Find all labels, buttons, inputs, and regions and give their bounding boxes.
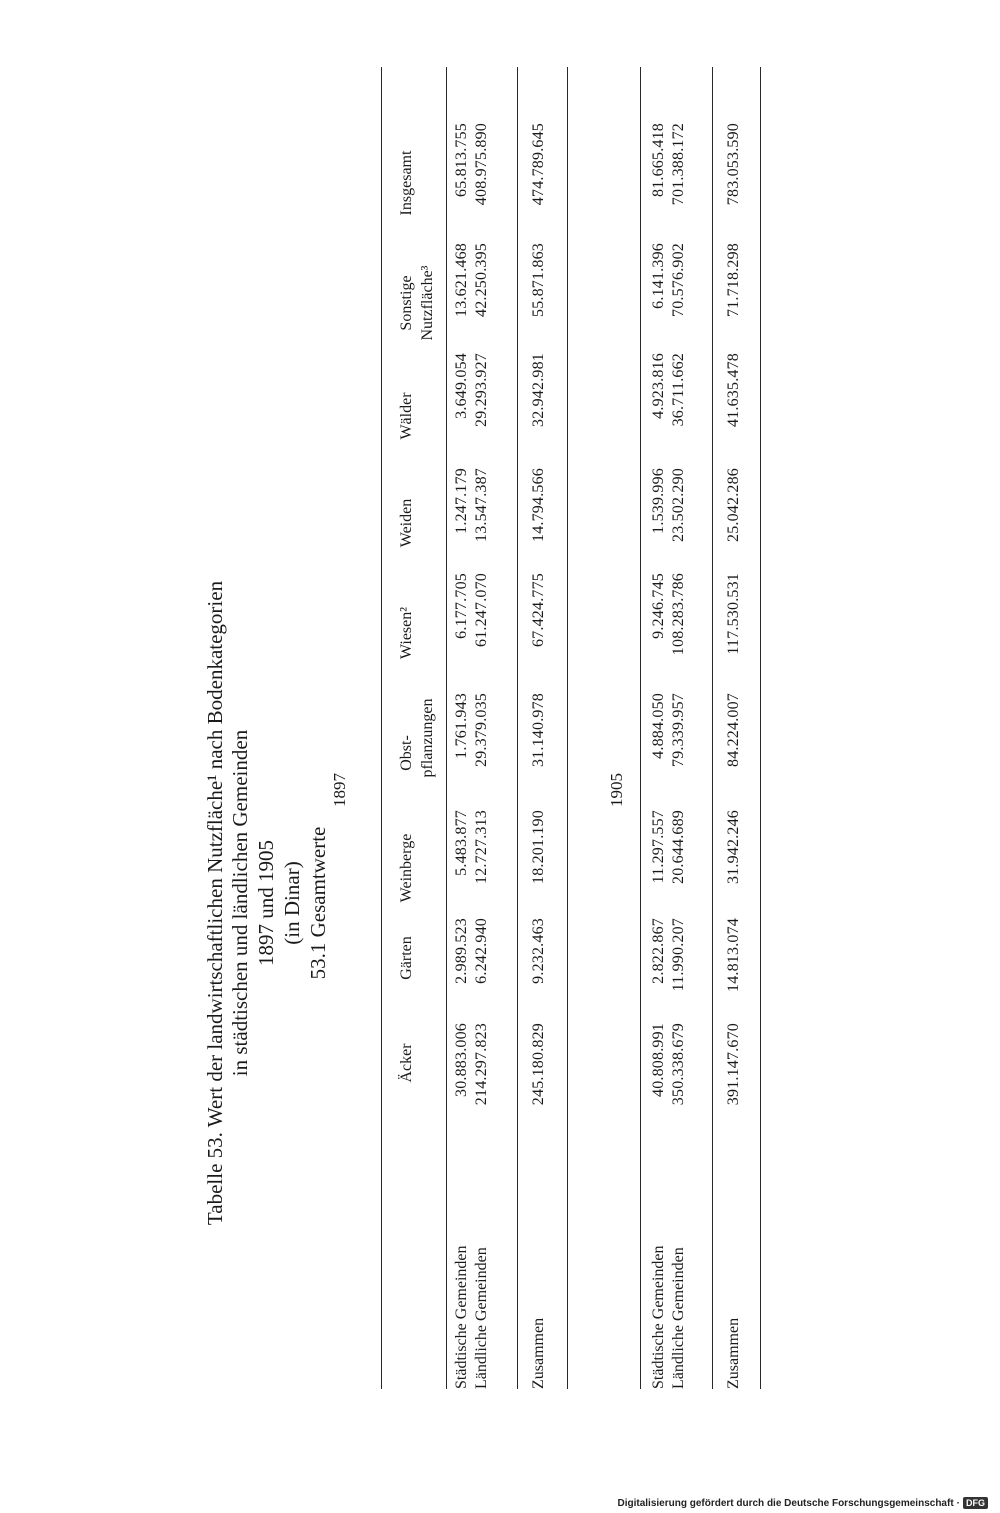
cell: 11.297.557 [650, 810, 667, 884]
total-cell: 783.053.590 [725, 123, 742, 206]
cell: 2.989.523 [453, 918, 470, 984]
cell: 214.297.823 [473, 1023, 490, 1106]
table-bottom-rule [760, 67, 761, 1389]
footer-separator: · [956, 1497, 960, 1509]
cell: 13.547.387 [473, 468, 490, 542]
col-header-waelder: Wälder [398, 392, 415, 440]
section-year-1897: 1897 [330, 773, 349, 807]
header-rule [446, 67, 447, 1389]
col-header-wiesen: Wiesen² [398, 606, 415, 660]
total-cell: 31.942.246 [725, 810, 742, 884]
cell: 20.644.689 [670, 810, 687, 884]
cell: 40.808.991 [650, 1023, 667, 1097]
cell: 1.539.996 [650, 468, 667, 534]
cell: 2.822.867 [650, 918, 667, 984]
col-header-sonstige-line1: Sonstige [398, 275, 415, 331]
cell: 9.246.745 [650, 573, 667, 639]
cell: 108.283.786 [670, 573, 687, 656]
subtotal-rule [712, 67, 713, 1389]
cell: 65.813.755 [453, 123, 470, 197]
cell: 61.247.070 [473, 573, 490, 647]
cell: 12.727.313 [473, 810, 490, 884]
col-header-sonstige-line2: Nutzfläche³ [419, 265, 436, 341]
table-top-rule [381, 67, 382, 1389]
cell: 23.502.290 [670, 468, 687, 542]
total-cell: 474.789.645 [530, 123, 547, 206]
cell: 5.483.877 [453, 810, 470, 876]
table-years: 1897 und 1905 [254, 840, 278, 966]
cell: 29.293.927 [473, 353, 490, 427]
total-cell: 14.794.566 [530, 468, 547, 542]
cell: 11.990.207 [670, 918, 687, 992]
col-header-weinberge: Weinberge [398, 833, 415, 903]
row-label-staedtische: Städtische Gemeinden [650, 1245, 667, 1389]
cell: 350.338.679 [670, 1023, 687, 1106]
cell: 30.883.006 [453, 1023, 470, 1097]
row-label-zusammen: Zusammen [725, 1317, 742, 1389]
total-cell: 245.180.829 [530, 1023, 547, 1106]
digitization-footer [617, 1497, 988, 1509]
cell: 1.247.179 [453, 468, 470, 534]
table-unit: (in Dinar) [280, 861, 304, 945]
total-cell: 391.147.670 [725, 1023, 742, 1106]
cell: 6.242.940 [473, 918, 490, 984]
section-year-1905: 1905 [607, 773, 626, 807]
total-cell: 14.813.074 [725, 918, 742, 992]
cell: 42.250.395 [473, 243, 490, 317]
row-label-laendliche: Ländliche Gemeinden [473, 1247, 490, 1389]
col-header-insgesamt: Insgesamt [398, 150, 415, 216]
cell: 13.621.468 [453, 243, 470, 317]
cell: 6.177.705 [453, 573, 470, 639]
col-header-gaerten: Gärten [398, 936, 415, 980]
total-cell: 25.042.286 [725, 468, 742, 542]
total-cell: 117.530.531 [725, 573, 742, 655]
cell: 36.711.662 [670, 353, 687, 427]
total-cell: 71.718.298 [725, 243, 742, 317]
row-label-laendliche: Ländliche Gemeinden [670, 1247, 687, 1389]
cell: 3.649.054 [453, 353, 470, 419]
row-label-zusammen: Zusammen [530, 1317, 547, 1389]
total-cell: 67.424.775 [530, 573, 547, 647]
subtotal-rule [517, 67, 518, 1389]
total-cell: 18.201.190 [530, 810, 547, 884]
col-header-weiden: Weiden [398, 498, 415, 548]
cell: 29.379.035 [473, 693, 490, 767]
section-end-rule [567, 67, 568, 1389]
cell: 79.339.957 [670, 693, 687, 767]
cell: 4.884.050 [650, 693, 667, 759]
total-cell: 55.871.863 [530, 243, 547, 317]
total-cell: 32.942.981 [530, 353, 547, 427]
total-cell: 84.224.007 [725, 693, 742, 767]
table-title: Tabelle 53. Wert der landwirtschaftlichen Nutzfläche¹ nach Bodenkategorien [203, 580, 227, 1226]
col-header-aecker: Äcker [398, 1043, 415, 1083]
total-cell: 31.140.978 [530, 693, 547, 767]
cell: 81.665.418 [650, 123, 667, 197]
total-cell: 41.635.478 [725, 353, 742, 427]
section-start-rule [640, 67, 641, 1389]
dfg-logo: DFG [963, 1497, 988, 1509]
row-label-staedtische: Städtische Gemeinden [453, 1245, 470, 1389]
cell: 4.923.816 [650, 353, 667, 419]
col-header-obst-line1: Obst- [398, 735, 415, 771]
cell: 408.975.890 [473, 123, 490, 206]
cell: 70.576.902 [670, 243, 687, 317]
total-cell: 9.232.463 [530, 918, 547, 984]
col-header-obst-line2: pflanzungen [419, 698, 436, 778]
table-subtitle: in städtischen und ländlichen Gemeinden [228, 729, 252, 1077]
table-section-title: 53.1 Gesamtwerte [306, 826, 330, 980]
footer-text: Digitalisierung gefördert durch die Deutsche Forschungsgemeinschaft [617, 1497, 954, 1509]
cell: 1.761.943 [453, 693, 470, 759]
cell: 6.141.396 [650, 243, 667, 309]
cell: 701.388.172 [670, 123, 687, 206]
